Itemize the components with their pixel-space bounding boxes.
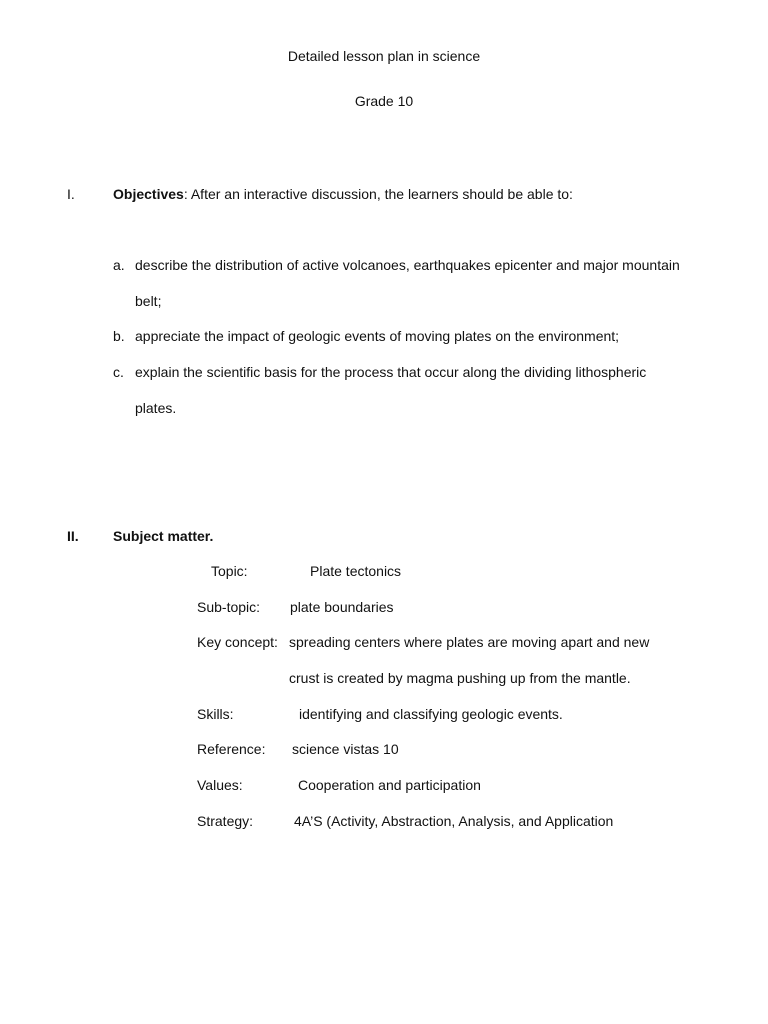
grade-label: Grade 10 xyxy=(354,93,414,109)
objectives-heading-line xyxy=(113,185,573,203)
topic-label: Topic: xyxy=(211,563,248,579)
reference-value: science vistas 10 xyxy=(292,741,399,757)
strategy-label: Strategy: xyxy=(197,813,254,829)
reference-label: Reference: xyxy=(197,741,266,757)
document-title: Detailed lesson plan in science xyxy=(287,48,481,64)
objective-c-line-2: plates. xyxy=(135,400,177,416)
topic-value: Plate tectonics xyxy=(310,563,402,579)
subject-matter-heading: Subject matter. xyxy=(113,528,214,544)
key-concept-line-2: crust is created by magma pushing up from the mantle. xyxy=(289,670,631,686)
objective-a-line-2: belt; xyxy=(135,293,162,309)
objective-c-line-1: explain the scientific basis for the process that occur along the dividing lithospheric xyxy=(135,364,647,380)
section-number-subject-matter: II. xyxy=(67,528,79,544)
values-value: Cooperation and participation xyxy=(298,777,481,793)
subtopic-label: Sub-topic: xyxy=(197,599,261,615)
objectives-heading: Objectives xyxy=(113,186,184,202)
key-concept-line-1: spreading centers where plates are moving apart and new xyxy=(289,634,650,650)
objective-b-line-1: appreciate the impact of geologic events of moving plates on the environment; xyxy=(135,328,620,344)
subtopic-value: plate boundaries xyxy=(290,599,394,615)
objective-a-line-1: describe the distribution of active volcanoes, earthquakes epicenter and major mountain xyxy=(135,257,680,273)
key-concept-label: Key concept: xyxy=(197,634,278,650)
section-number-objectives: I. xyxy=(67,186,75,202)
objective-letter-c: c. xyxy=(113,364,124,380)
skills-value: identifying and classifying geologic events. xyxy=(299,706,563,722)
values-label: Values: xyxy=(197,777,243,793)
skills-label: Skills: xyxy=(197,706,234,722)
objective-letter-b: b. xyxy=(113,328,125,344)
objectives-intro: : After an interactive discussion, the learners should be able to: xyxy=(183,186,573,202)
objective-letter-a: a. xyxy=(113,257,125,273)
strategy-value: 4A’S (Activity, Abstraction, Analysis, and Application xyxy=(294,813,614,829)
